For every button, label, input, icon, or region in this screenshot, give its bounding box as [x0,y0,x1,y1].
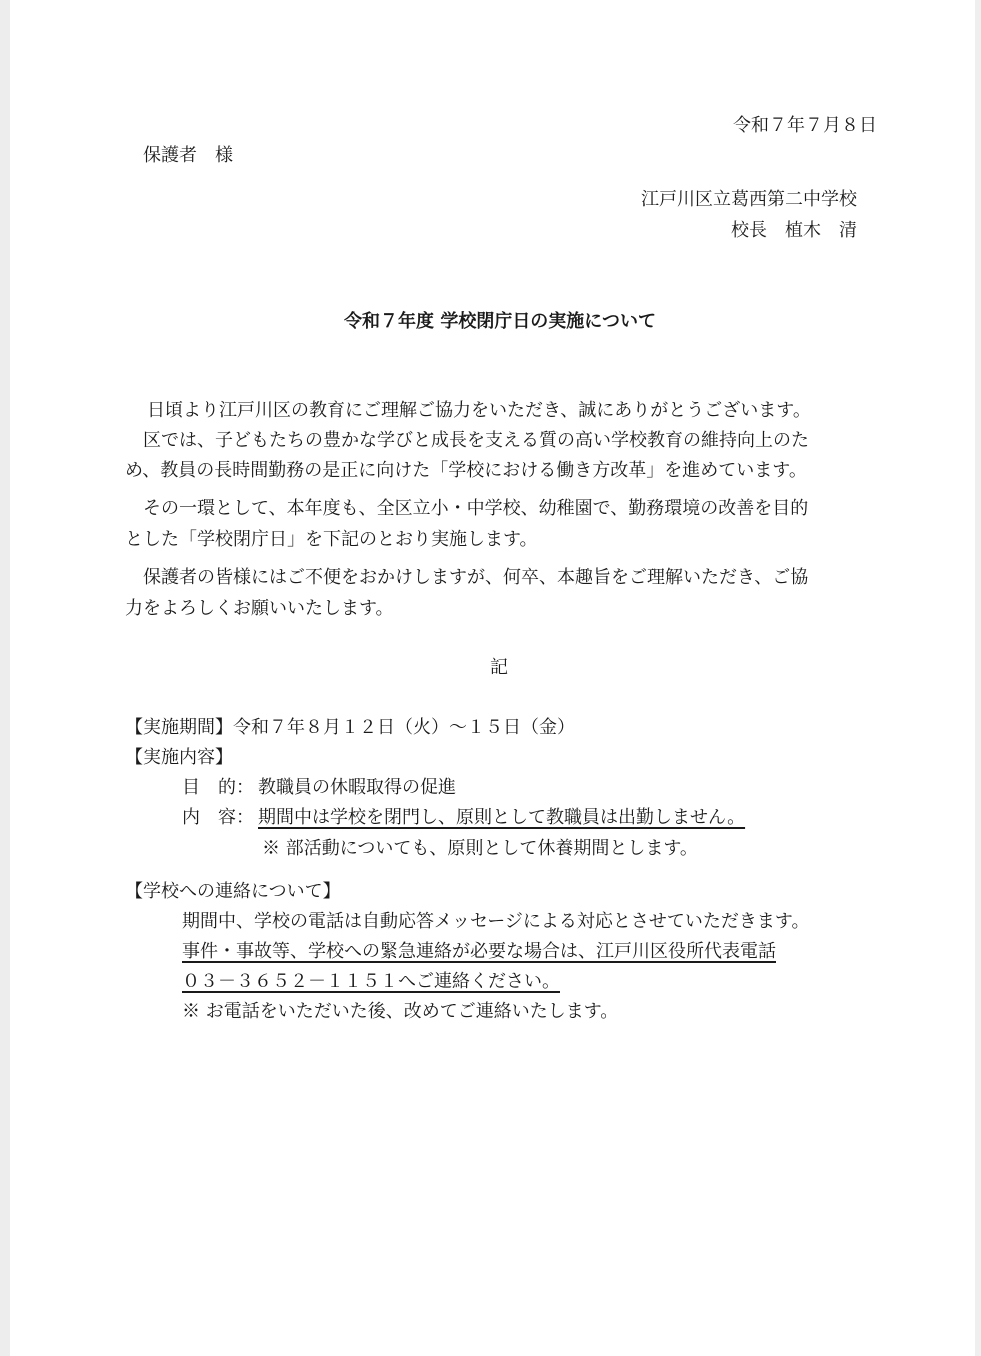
document-date: 令和７年７月８日 [733,115,877,136]
content-heading: 【実施内容】 [125,747,233,768]
page-edge-right [975,0,981,1356]
body-line-1: 日頃より江戸川区の教育にご理解ご協力をいただき、誠にありがとうございます。 [147,400,811,421]
document-title: 令和７年度 学校閉庁日の実施について [344,311,656,332]
school-name: 江戸川区立葛西第二中学校 [641,189,857,210]
contact-heading: 【学校への連絡について】 [125,881,341,902]
principal-name: 校長 植木 清 [731,220,857,241]
body-line-2: 区では、子どもたちの豊かな学びと成長を支える質の高い学校教育の維持向上のた [143,430,809,451]
body-line-6: 保護者の皆様にはご不便をおかけしますが、何卒、本趣旨をご理解いただき、ご協 [143,567,809,588]
contact-line-1: 期間中、学校の電話は自動応答メッセージによる対応とさせていただきます。 [182,911,810,932]
body-line-7: 力をよろしくお願いいたします。 [125,598,394,619]
contact-phone-line: ０３－３６５２－１１５１へご連絡ください。 [182,971,560,992]
ki-heading: 記 [490,657,508,678]
content-note: ※ 部活動についても、原則として休養期間とします。 [262,838,698,859]
purpose-label: 目 的： [182,777,254,798]
body-line-3: め、教員の長時間勤務の是正に向けた「学校における働き方改革」を進めています。 [125,460,807,481]
content-text: 期間中は学校を閉門し、原則として教職員は出勤しません。 [258,807,746,828]
period-line: 【実施期間】令和７年８月１２日（火）～１５日（金） [125,717,575,738]
purpose-text: 教職員の休暇取得の促進 [258,777,456,798]
recipient: 保護者 様 [143,145,233,166]
content-label: 内 容： [182,807,254,828]
body-line-4: その一環として、本年度も、全区立小・中学校、幼稚園で、勤務環境の改善を目的 [143,498,809,519]
page-edge-left [0,0,10,1356]
body-line-5: とした「学校閉庁日」を下記のとおり実施します。 [125,529,538,550]
contact-note: ※ お電話をいただいた後、改めてご連絡いたします。 [182,1001,619,1022]
contact-line-2: 事件・事故等、学校への緊急連絡が必要な場合は、江戸川区役所代表電話 [182,941,776,962]
